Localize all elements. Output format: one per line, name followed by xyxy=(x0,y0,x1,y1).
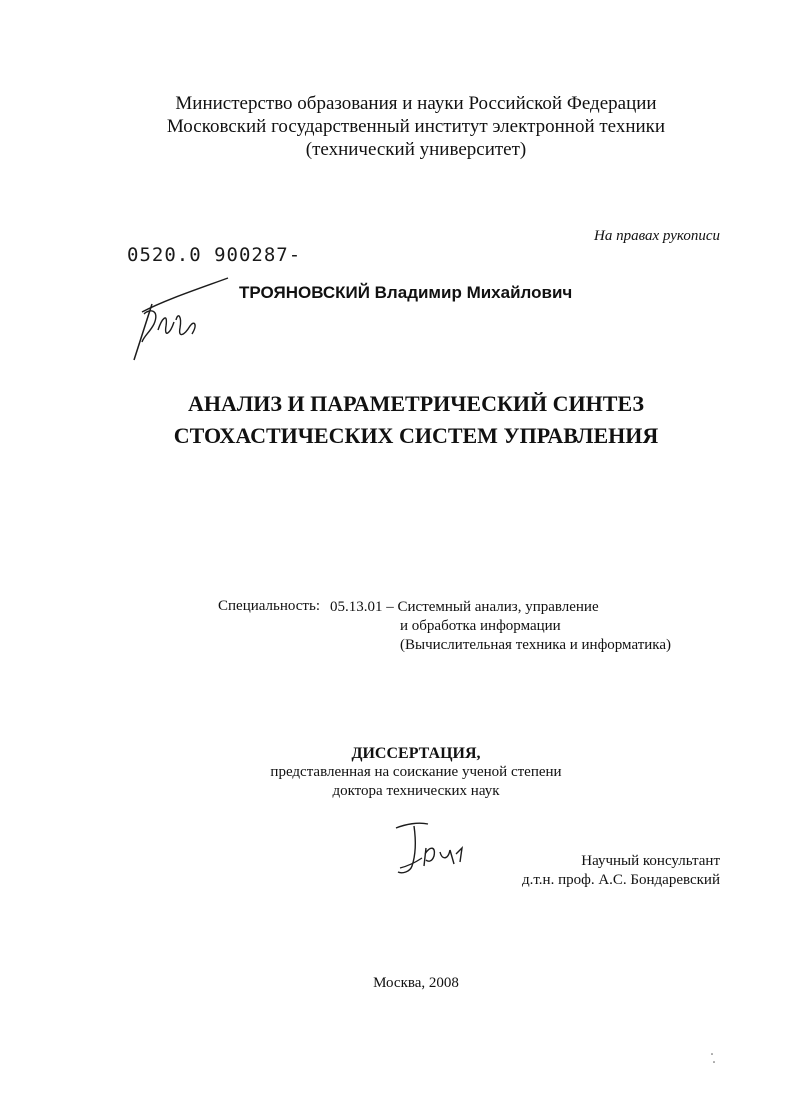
dissertation-line-1: представленная на соискание ученой степени xyxy=(270,764,562,780)
title-line-2: СТОХАСТИЧЕСКИХ СИСТЕМ УПРАВЛЕНИЯ xyxy=(173,423,659,448)
dissertation-heading: ДИССЕРТАЦИЯ, xyxy=(351,745,481,762)
ministry-header xyxy=(0,92,792,161)
scan-speck-marks xyxy=(700,1050,730,1070)
specialty-line-3: (Вычислительная техника и информатика) xyxy=(400,637,672,653)
consultant-signature xyxy=(392,818,482,880)
city-year: Москва, 2008 xyxy=(373,975,459,991)
dissertation-line-2: доктора технических наук xyxy=(332,783,500,799)
specialty-label: Специальность: xyxy=(218,598,320,614)
specialty-line-1: 05.13.01 – Системный анализ, управление xyxy=(330,599,599,615)
ministry-line-1: Министерство образования и науки Российской Федерации xyxy=(175,93,657,114)
consultant-role: Научный консультант xyxy=(581,853,720,869)
author-name: ТРОЯНОВСКИЙ Владимир Михайлович xyxy=(239,283,573,302)
dissertation-block xyxy=(0,744,792,801)
title-line-1: АНАЛИЗ И ПАРАМЕТРИЧЕСКИЙ СИНТЕЗ xyxy=(187,391,645,416)
author-signature xyxy=(120,272,240,367)
ministry-line-2: Московский государственный институт электронной техники xyxy=(166,116,666,137)
manuscript-note: На правах рукописи xyxy=(594,228,720,244)
consultant-block xyxy=(522,852,720,890)
specialty-line-2: и обработка информации xyxy=(400,618,561,634)
registry-code: 0520.0 900287- xyxy=(127,244,302,266)
ministry-line-3: (технический университет) xyxy=(305,139,527,160)
dissertation-title xyxy=(0,388,792,452)
specialty-description xyxy=(330,598,671,655)
consultant-name: д.т.н. проф. А.С. Бондаревский xyxy=(521,872,720,888)
